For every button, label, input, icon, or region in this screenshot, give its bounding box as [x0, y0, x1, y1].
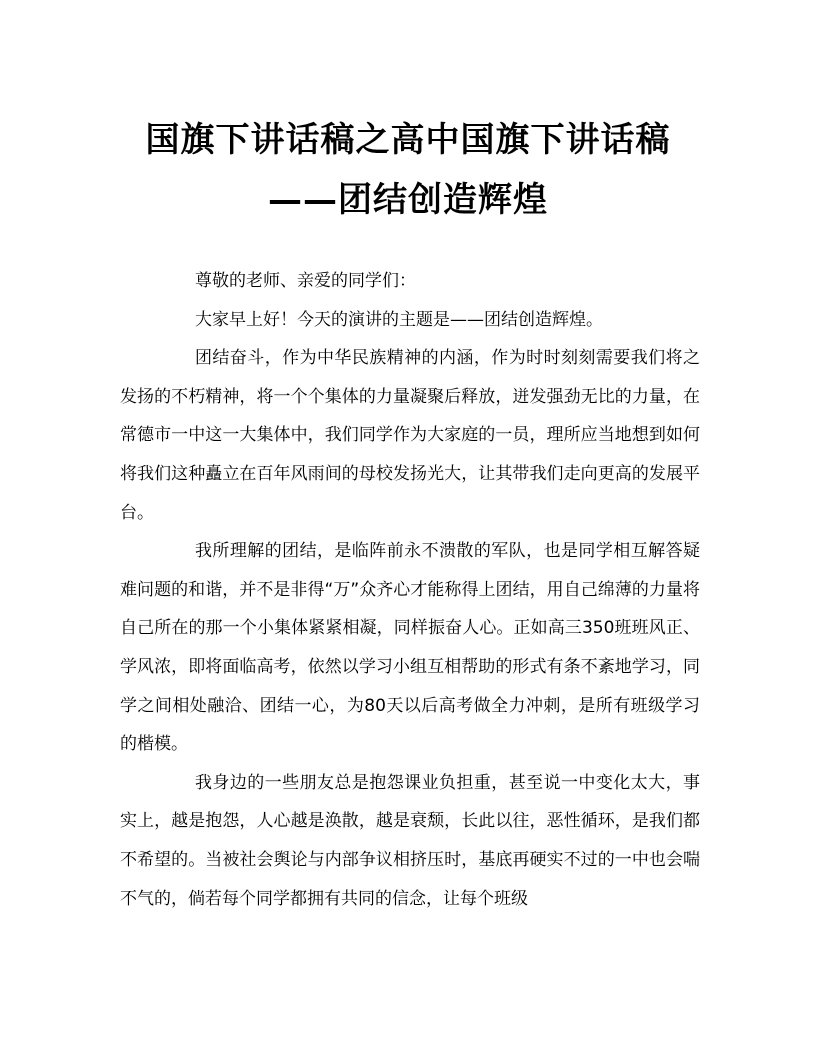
document-title-line2: ——团结创造辉煌 [268, 180, 548, 220]
document-title-line1: 国旗下讲话稿之高中国旗下讲话稿 [145, 120, 671, 160]
paragraph-complaints: 我身边的一些朋友总是抱怨课业负担重，甚至说一中变化太大，事实上，越是抱怨，人心越是涣散，越是衰颓，长此以往，恶性循环，是我们都不希望的。当被社会舆论与内部争议相挤压时，基底再硬实不过的一中也会喘不气的，倘若每个同学都拥有共同的信念，让每个班级 [120, 772, 700, 909]
paragraph-unity-spirit: 团结奋斗，作为中华民族精神的内涵，作为时时刻刻需要我们将之发扬的不朽精神，将一个个集体的力量凝聚后释放，迸发强劲无比的力量，在常德市一中这一大集体中，我们同学作为大家庭的一员，理所应当地想到如何将我们这种矗立在百年风雨间的母校发扬光大，让其带我们走向更高的发展平台。 [120, 348, 700, 523]
document-body [120, 262, 700, 918]
paragraph-opening: 大家早上好！今天的演讲的主题是——团结创造辉煌。 [195, 309, 603, 330]
paragraph-understanding-unity: 我所理解的团结，是临阵前永不溃散的军队，也是同学相互解答疑难问题的和谐，并不是非得“万”众齐心才能称得上团结，用自己绵薄的力量将自己所在的那一个小集体紧紧相凝，同样振奋人心。正如高三350班班风正、学风浓，即将面临高考，依然以学习小组互相帮助的形式有条不紊地学习，同学之间相处融洽、团结一心，为80天以后高考做全力冲刺，是所有班级学习的楷模。 [120, 541, 700, 755]
paragraph-greeting: 尊敬的老师、亲爱的同学们： [195, 271, 416, 291]
